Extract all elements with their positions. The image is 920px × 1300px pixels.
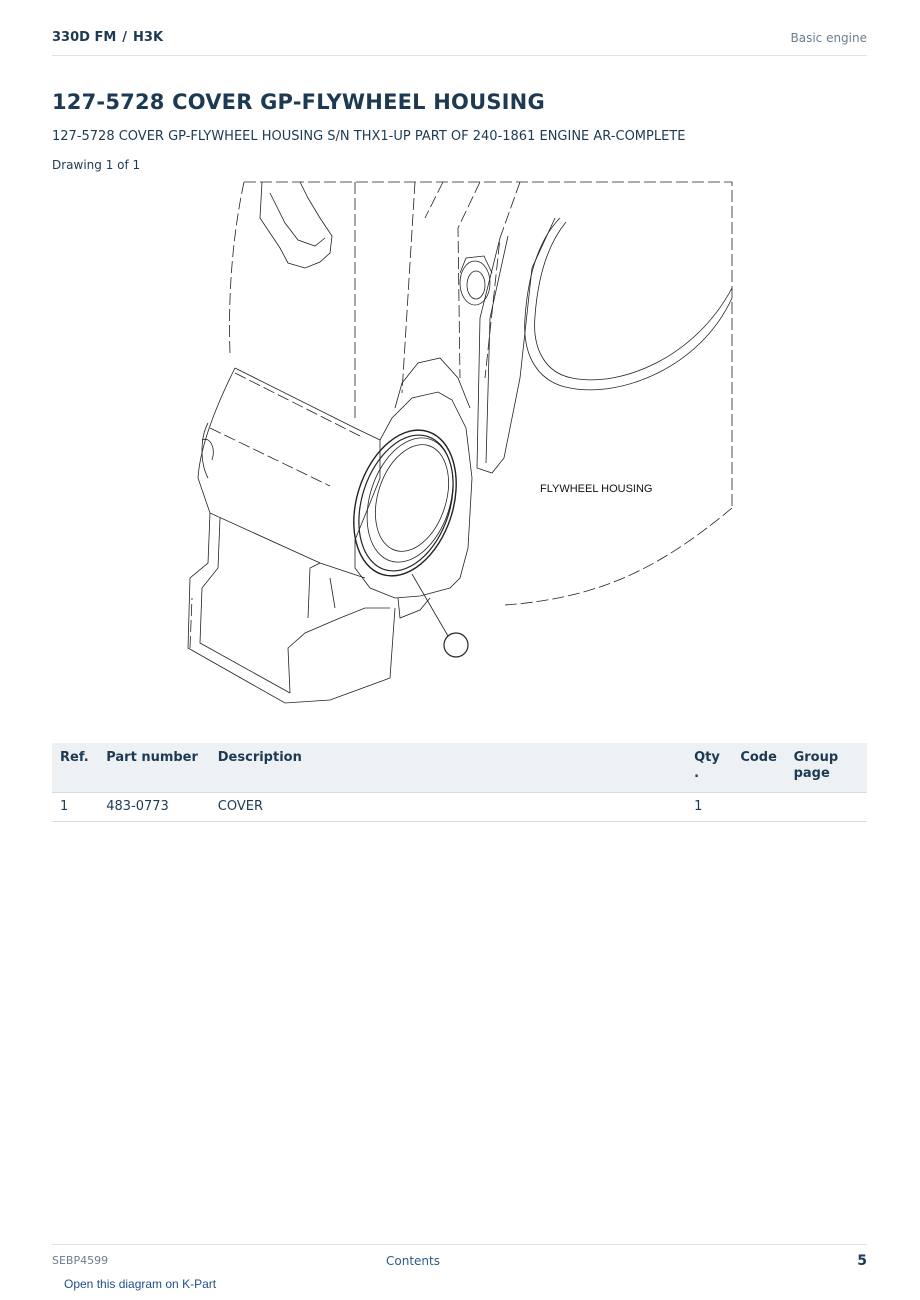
contents-link[interactable]: Contents <box>386 1254 440 1268</box>
diagram-label-flywheel-housing: FLYWHEEL HOUSING <box>540 483 653 495</box>
cell-group-page <box>786 793 867 822</box>
column-header-qty: Qty . <box>686 743 732 793</box>
column-header-part-number: Part number <box>98 743 210 793</box>
cell-part-number: 483-0773 <box>98 793 210 822</box>
page-title: 127-5728 COVER GP-FLYWHEEL HOUSING <box>52 90 545 114</box>
header-separator: / <box>122 30 128 45</box>
parts-table-header-row <box>52 743 867 793</box>
callout-circle-icon[interactable] <box>444 633 468 657</box>
footer-doc-id: SEBP4599 <box>52 1254 109 1267</box>
table-row <box>52 793 867 822</box>
page-number: 5 <box>857 1253 867 1269</box>
page-footer <box>52 1244 867 1275</box>
column-header-group-page: Group page <box>786 743 867 793</box>
header-model-info <box>52 30 163 45</box>
column-header-description: Description <box>210 743 686 793</box>
parts-diagram <box>180 178 740 713</box>
cell-description: COVER <box>210 793 686 822</box>
cell-ref: 1 <box>52 793 98 822</box>
drawing-label: Drawing 1 of 1 <box>52 158 141 172</box>
page-header <box>52 28 867 56</box>
header-section: Basic engine <box>790 31 867 45</box>
header-serial-prefix: H3K <box>133 30 164 45</box>
parts-table <box>52 743 867 822</box>
cell-code <box>732 793 785 822</box>
column-header-code: Code <box>732 743 785 793</box>
column-header-ref: Ref. <box>52 743 98 793</box>
page-subtitle: 127-5728 COVER GP-FLYWHEEL HOUSING S/N THX1-UP PART OF 240-1861 ENGINE AR-COMPLETE <box>52 129 686 144</box>
cell-qty: 1 <box>686 793 732 822</box>
open-kpart-link[interactable]: Open this diagram on K-Part <box>64 1277 217 1291</box>
header-model: 330D FM <box>52 30 117 45</box>
